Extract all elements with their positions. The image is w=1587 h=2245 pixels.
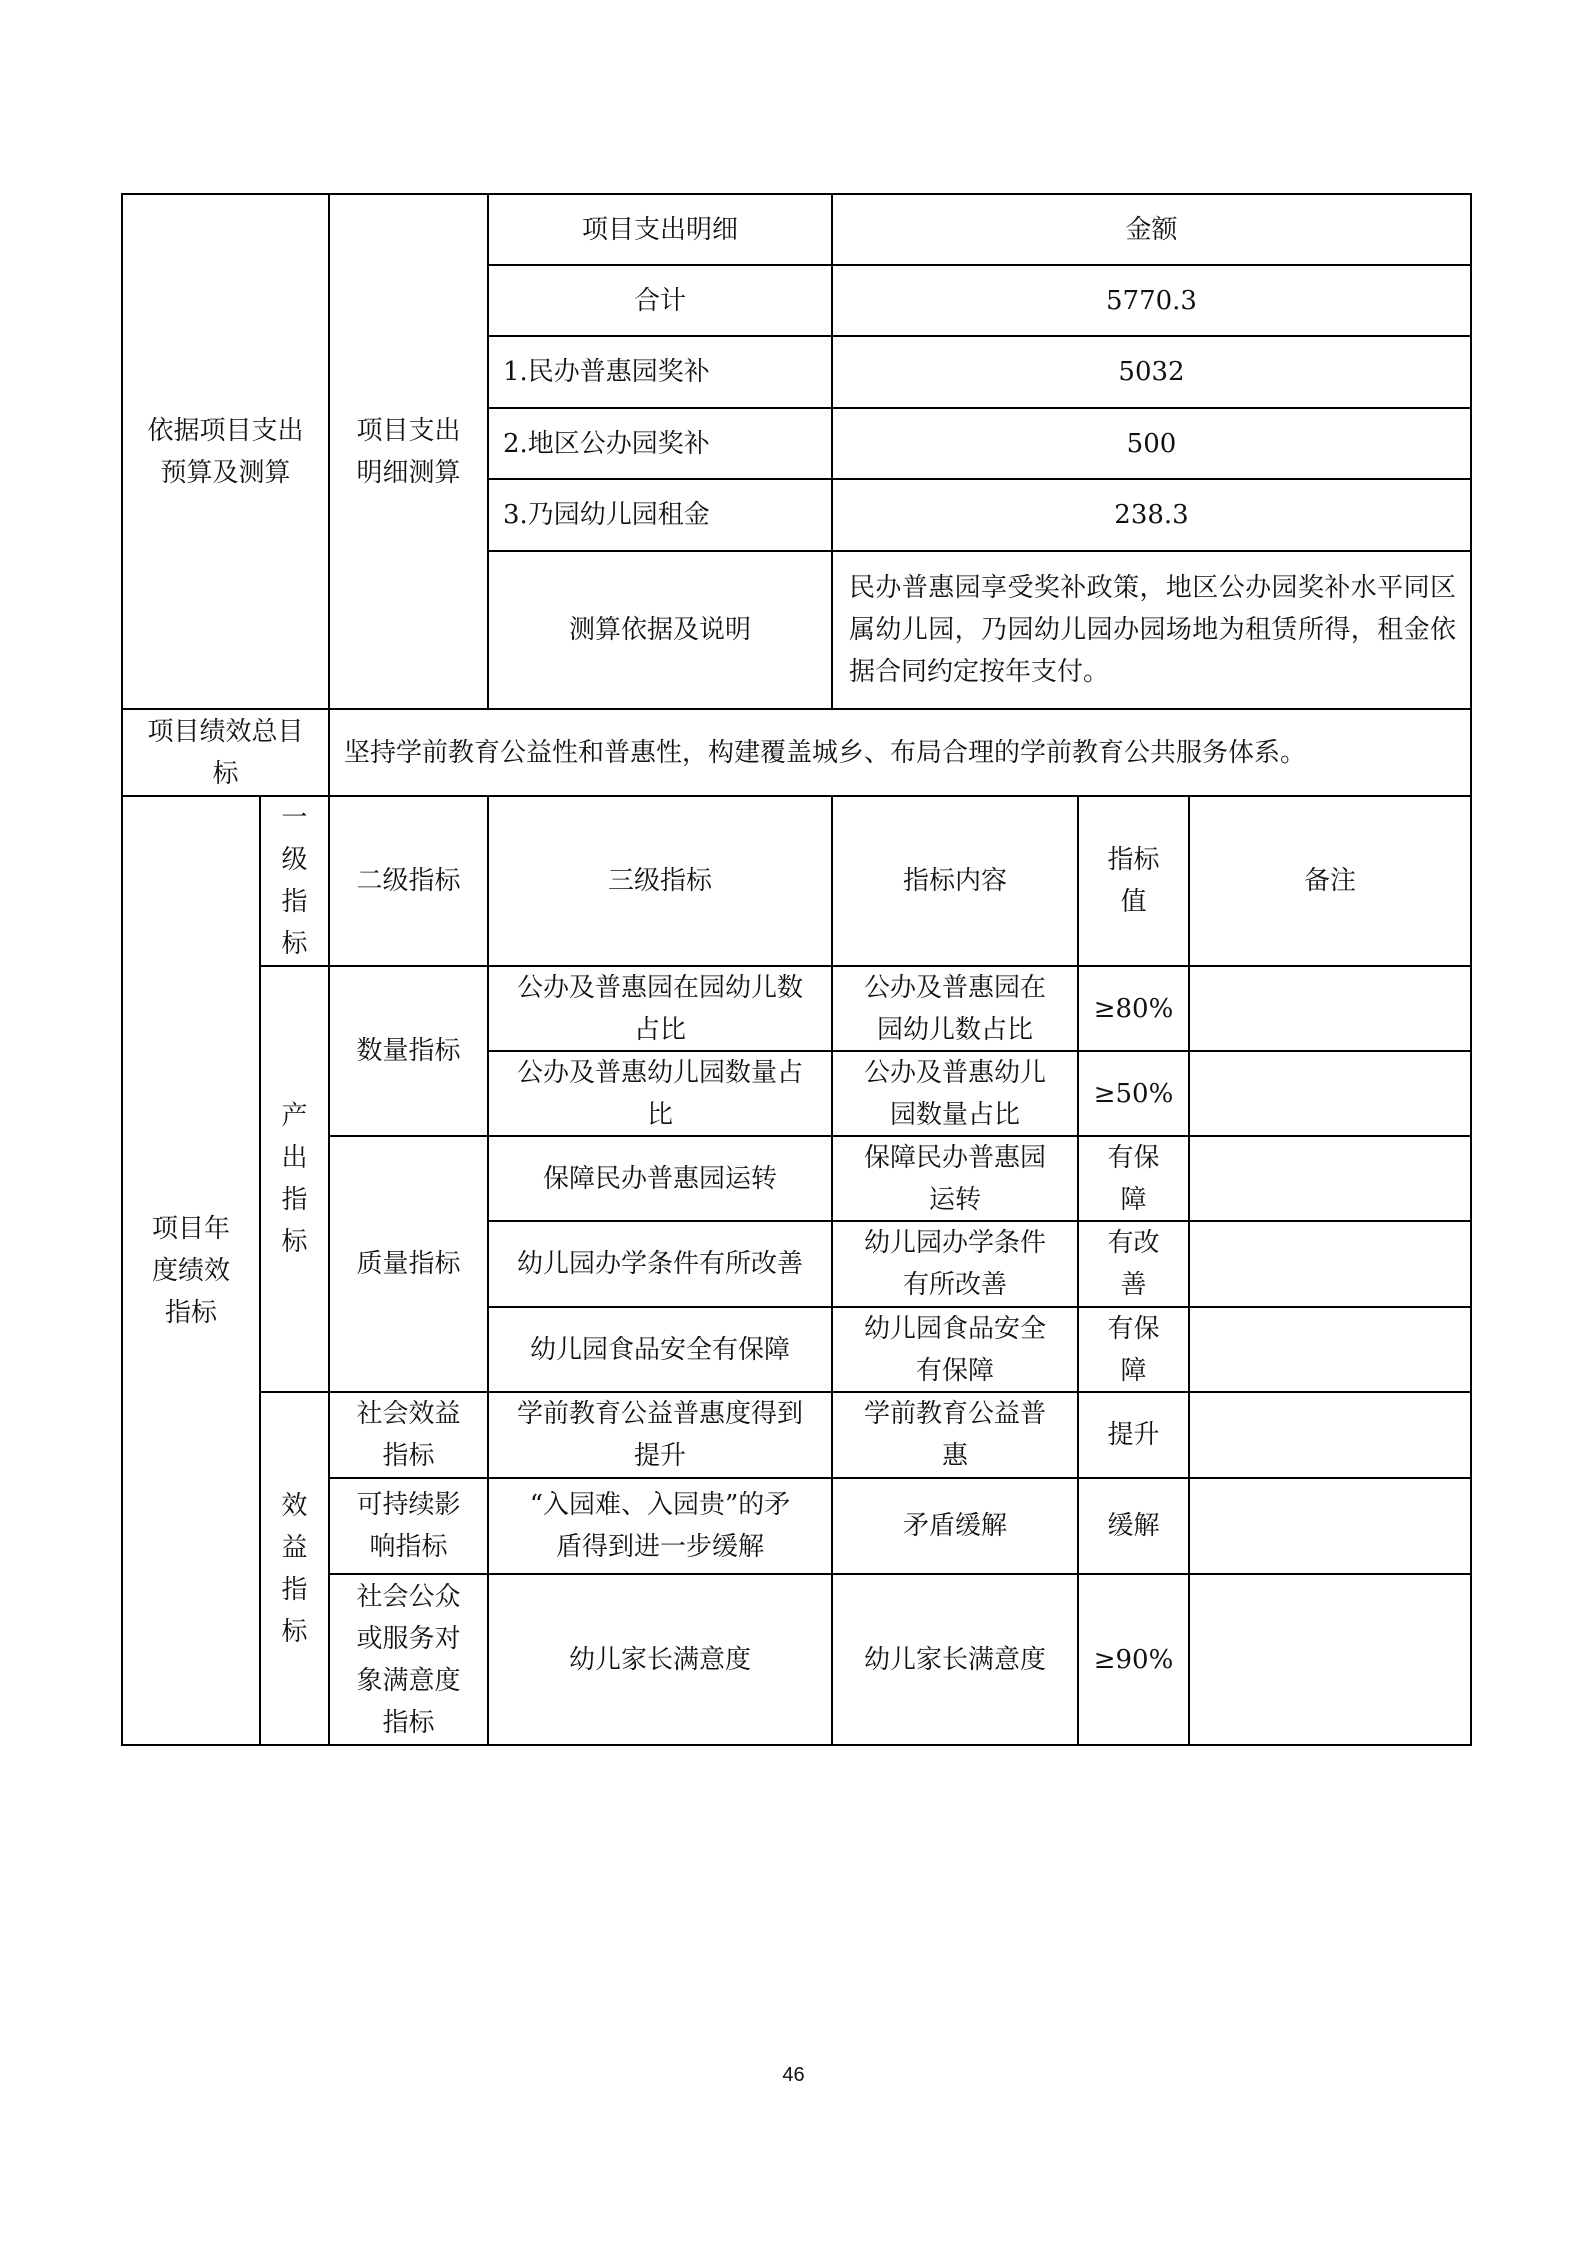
level3-indicator: 幼儿园食品安全有保障 xyxy=(529,1334,790,1365)
header-content: 指标内容 xyxy=(902,866,1007,896)
indicator-value: 有保 障 xyxy=(1107,1142,1160,1215)
expense-item-label: 3.乃园幼儿园租金 xyxy=(503,500,710,530)
indicator-content: 公办及普惠园在 园幼儿数占比 xyxy=(863,972,1046,1045)
indicator-note xyxy=(1190,967,1470,1050)
budget-section-label: 依据项目支出 预算及测算 xyxy=(147,415,304,488)
goal-text: 坚持学前教育公益性和普惠性，构建覆盖城乡、布局合理的学前教育公共服务体系。 xyxy=(344,737,1307,768)
indicator-note xyxy=(1190,1222,1470,1306)
header-level1: 一 级 指 标 xyxy=(281,803,308,959)
benefit-indicator-label: 效 益 指 标 xyxy=(281,1490,308,1647)
indicator-note xyxy=(1190,1308,1470,1391)
basis-label: 测算依据及说明 xyxy=(568,615,751,645)
indicator-value: 有改 善 xyxy=(1107,1228,1160,1300)
expense-item-value: 500 xyxy=(1126,428,1177,459)
indicator-content: 幼儿家长满意度 xyxy=(863,1644,1046,1675)
indicator-content: 矛盾缓解 xyxy=(902,1511,1007,1541)
level2-label: 社会公众 或服务对 象满意度 指标 xyxy=(356,1581,461,1738)
header-amount: 金额 xyxy=(1125,214,1178,245)
level3-indicator: “入园难、入园贵”的矛 盾得到进一步缓解 xyxy=(529,1490,791,1562)
page-number: 46 xyxy=(782,2064,805,2086)
quantity-indicator-label: 数量指标 xyxy=(356,1036,461,1066)
indicator-note xyxy=(1190,1052,1470,1135)
indicator-note xyxy=(1190,1575,1470,1744)
level3-indicator: 学前教育公益普惠度得到 提升 xyxy=(516,1399,803,1471)
header-value: 指标 值 xyxy=(1107,845,1160,917)
total-value: 5770.3 xyxy=(1106,285,1197,316)
level2-label: 社会效益 指标 xyxy=(356,1399,461,1471)
level3-indicator: 保障民办普惠园运转 xyxy=(542,1163,777,1194)
level3-indicator: 公办及普惠幼儿园数量占 比 xyxy=(516,1057,803,1130)
indicator-note xyxy=(1190,1393,1470,1477)
header-expense-item: 项目支出明细 xyxy=(581,214,738,245)
indicator-content: 学前教育公益普 惠 xyxy=(863,1399,1046,1471)
header-note: 备注 xyxy=(1303,866,1356,896)
level3-indicator: 幼儿家长满意度 xyxy=(568,1644,751,1675)
goal-label: 项目绩效总目 标 xyxy=(147,716,304,789)
expense-item-value: 238.3 xyxy=(1114,500,1189,530)
output-indicator-label: 产 出 指 标 xyxy=(281,1101,308,1257)
indicator-content: 公办及普惠幼儿 园数量占比 xyxy=(863,1057,1046,1130)
basis-text xyxy=(833,552,1470,708)
indicator-content: 幼儿园食品安全 有保障 xyxy=(863,1313,1046,1386)
indicators-label: 项目年 度绩效 指标 xyxy=(151,1213,230,1328)
indicator-note xyxy=(1190,1137,1470,1220)
expense-item-value: 5032 xyxy=(1118,357,1185,387)
level3-indicator: 幼儿园办学条件有所改善 xyxy=(516,1249,803,1279)
indicator-value: ≥90% xyxy=(1093,1644,1174,1675)
header-level2: 二级指标 xyxy=(356,866,461,896)
indicator-content: 幼儿园办学条件 有所改善 xyxy=(863,1228,1046,1300)
indicator-value: 提升 xyxy=(1107,1420,1160,1450)
indicator-value: 缓解 xyxy=(1107,1511,1160,1541)
total-label: 合计 xyxy=(633,285,686,316)
expense-item-label: 1.民办普惠园奖补 xyxy=(503,357,710,387)
indicator-value: ≥50% xyxy=(1093,1078,1174,1109)
level3-indicator: 公办及普惠园在园幼儿数 占比 xyxy=(516,972,803,1045)
expense-item-label: 2.地区公办园奖补 xyxy=(503,428,710,459)
header-level3: 三级指标 xyxy=(607,866,712,896)
budget-detail-label: 项目支出 明细测算 xyxy=(356,415,461,488)
indicator-value: 有保 障 xyxy=(1107,1313,1160,1386)
basis-text-content: 民办普惠园享受奖补政策，地区公办园奖补水平同区属幼儿园，乃园幼儿园办园场地为租赁所得，租金依据合同约定按年支付。 xyxy=(849,573,1456,687)
indicator-content: 保障民办普惠园 运转 xyxy=(863,1142,1046,1215)
indicator-value: ≥80% xyxy=(1093,993,1174,1024)
level2-label: 可持续影 响指标 xyxy=(356,1490,461,1562)
indicator-note xyxy=(1190,1479,1470,1573)
quality-indicator-label: 质量指标 xyxy=(356,1249,461,1279)
